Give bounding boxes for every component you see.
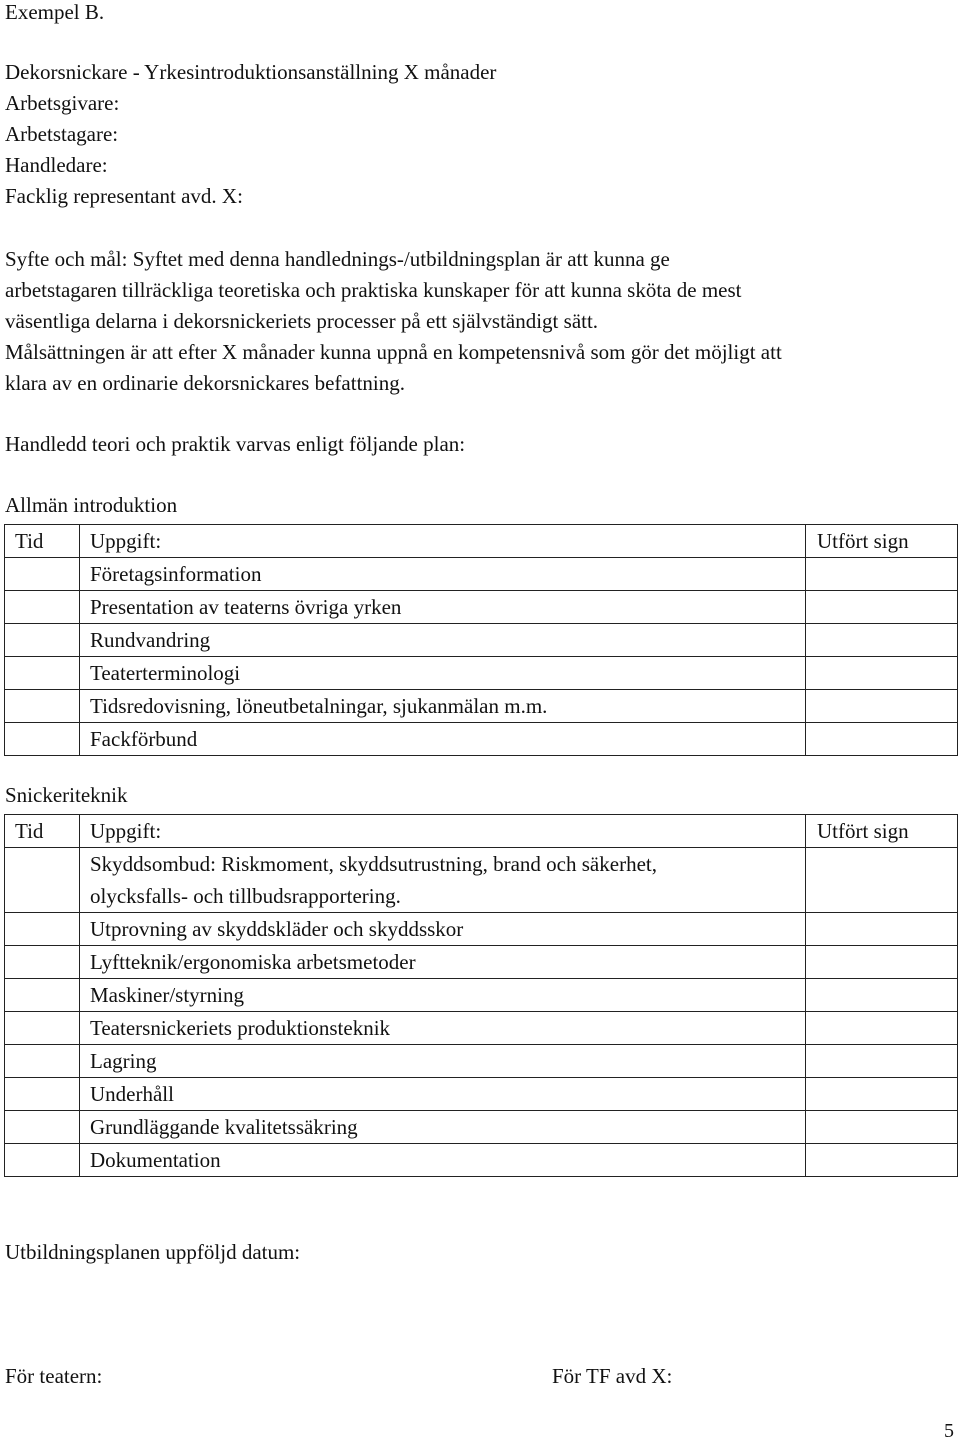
table-row: [5, 690, 958, 723]
header-time: Tid: [5, 815, 80, 848]
time-cell[interactable]: [5, 558, 80, 591]
sign-cell[interactable]: [806, 657, 958, 690]
sign-cell[interactable]: [806, 624, 958, 657]
task-cell: Fackförbund: [80, 723, 806, 756]
table-row: [5, 1012, 958, 1045]
sign-cell[interactable]: [806, 1111, 958, 1144]
time-cell[interactable]: [5, 848, 80, 913]
sign-cell[interactable]: [806, 690, 958, 723]
purpose-line: Syfte och mål: Syftet med denna handlednings-/utbildningsplan är att kunna ge: [5, 247, 670, 271]
task-cell: Lagring: [80, 1045, 806, 1078]
table-row: [5, 558, 958, 591]
purpose-paragraph: [5, 244, 960, 399]
time-cell[interactable]: [5, 591, 80, 624]
signature-theatre-label: För teatern:: [5, 1364, 103, 1388]
time-cell[interactable]: [5, 1045, 80, 1078]
header-task: Uppgift:: [80, 525, 806, 558]
time-cell[interactable]: [5, 946, 80, 979]
header-time: Tid: [5, 525, 80, 558]
header-sign: Utfört sign: [806, 525, 958, 558]
time-cell[interactable]: [5, 1111, 80, 1144]
time-cell[interactable]: [5, 690, 80, 723]
header-sign: Utfört sign: [806, 815, 958, 848]
table-header-row: [5, 815, 958, 848]
time-cell[interactable]: [5, 1078, 80, 1111]
plan-intro: Handledd teori och praktik varvas enligt följande plan:: [5, 432, 466, 456]
section-title-carpentry: Snickeriteknik: [5, 783, 128, 807]
sign-cell[interactable]: [806, 1045, 958, 1078]
table-row: [5, 1111, 958, 1144]
sign-cell[interactable]: [806, 558, 958, 591]
job-title: Dekorsnickare - Yrkesintroduktionsanställning X månader: [5, 60, 497, 84]
time-cell[interactable]: [5, 979, 80, 1012]
followup-date-label: Utbildningsplanen uppföljd datum:: [5, 1240, 301, 1264]
table-row: [5, 591, 958, 624]
table-row: [5, 979, 958, 1012]
time-cell[interactable]: [5, 913, 80, 946]
task-cell: Teaterterminologi: [80, 657, 806, 690]
task-cell: Lyftteknik/ergonomiska arbetsmetoder: [80, 946, 806, 979]
supervisor-label: Handledare:: [5, 153, 108, 177]
sign-cell[interactable]: [806, 946, 958, 979]
sign-cell[interactable]: [806, 848, 958, 913]
employee-label: Arbetstagare:: [5, 122, 119, 146]
table-row: [5, 1045, 958, 1078]
time-cell[interactable]: [5, 1012, 80, 1045]
table-row: [5, 1078, 958, 1111]
purpose-line: arbetstagaren tillräckliga teoretiska och praktiska kunskaper för att kunna sköta de mest: [5, 278, 742, 302]
section-title-general-intro: Allmän introduktion: [5, 493, 178, 517]
table-row: [5, 657, 958, 690]
carpentry-table: [4, 814, 958, 1177]
signature-union-label: För TF avd X:: [552, 1364, 673, 1388]
purpose-line: Målsättningen är att efter X månader kunna uppnå en kompetensnivå som gör det möjligt att: [5, 340, 782, 364]
table-header-row: [5, 525, 958, 558]
table-row: [5, 913, 958, 946]
task-cell: Maskiner/styrning: [80, 979, 806, 1012]
task-cell: Utprovning av skyddskläder och skyddsskor: [80, 913, 806, 946]
task-cell: [80, 848, 806, 913]
table-row: [5, 723, 958, 756]
task-cell: Underhåll: [80, 1078, 806, 1111]
sign-cell[interactable]: [806, 1144, 958, 1177]
header-task: Uppgift:: [80, 815, 806, 848]
task-cell: Presentation av teaterns övriga yrken: [80, 591, 806, 624]
sign-cell[interactable]: [806, 1012, 958, 1045]
time-cell[interactable]: [5, 657, 80, 690]
sign-cell[interactable]: [806, 979, 958, 1012]
time-cell[interactable]: [5, 624, 80, 657]
sign-cell[interactable]: [806, 913, 958, 946]
table-row: [5, 624, 958, 657]
document-header: Exempel B.: [5, 0, 105, 24]
table-row: [5, 848, 958, 913]
task-cell: Tidsredovisning, löneutbetalningar, sjukanmälan m.m.: [80, 690, 806, 723]
task-cell: Grundläggande kvalitetssäkring: [80, 1111, 806, 1144]
task-cell: Företagsinformation: [80, 558, 806, 591]
task-cell: Dokumentation: [80, 1144, 806, 1177]
union-representative-label: Facklig representant avd. X:: [5, 184, 243, 208]
time-cell[interactable]: [5, 1144, 80, 1177]
page-number: 5: [944, 1420, 954, 1442]
sign-cell[interactable]: [806, 1078, 958, 1111]
info-block: [5, 57, 960, 212]
time-cell[interactable]: [5, 723, 80, 756]
task-line: olycksfalls- och tillbudsrapportering.: [90, 884, 401, 908]
purpose-line: klara av en ordinarie dekorsnickares befattning.: [5, 371, 405, 395]
table-row: [5, 1144, 958, 1177]
sign-cell[interactable]: [806, 723, 958, 756]
task-cell: Teatersnickeriets produktionsteknik: [80, 1012, 806, 1045]
table-row: [5, 946, 958, 979]
general-intro-table: [4, 524, 958, 756]
task-cell: Rundvandring: [80, 624, 806, 657]
purpose-line: väsentliga delarna i dekorsnickeriets processer på ett självständigt sätt.: [5, 309, 599, 333]
employer-label: Arbetsgivare:: [5, 91, 120, 115]
task-line: Skyddsombud: Riskmoment, skyddsutrustning, brand och säkerhet,: [90, 852, 657, 876]
sign-cell[interactable]: [806, 591, 958, 624]
